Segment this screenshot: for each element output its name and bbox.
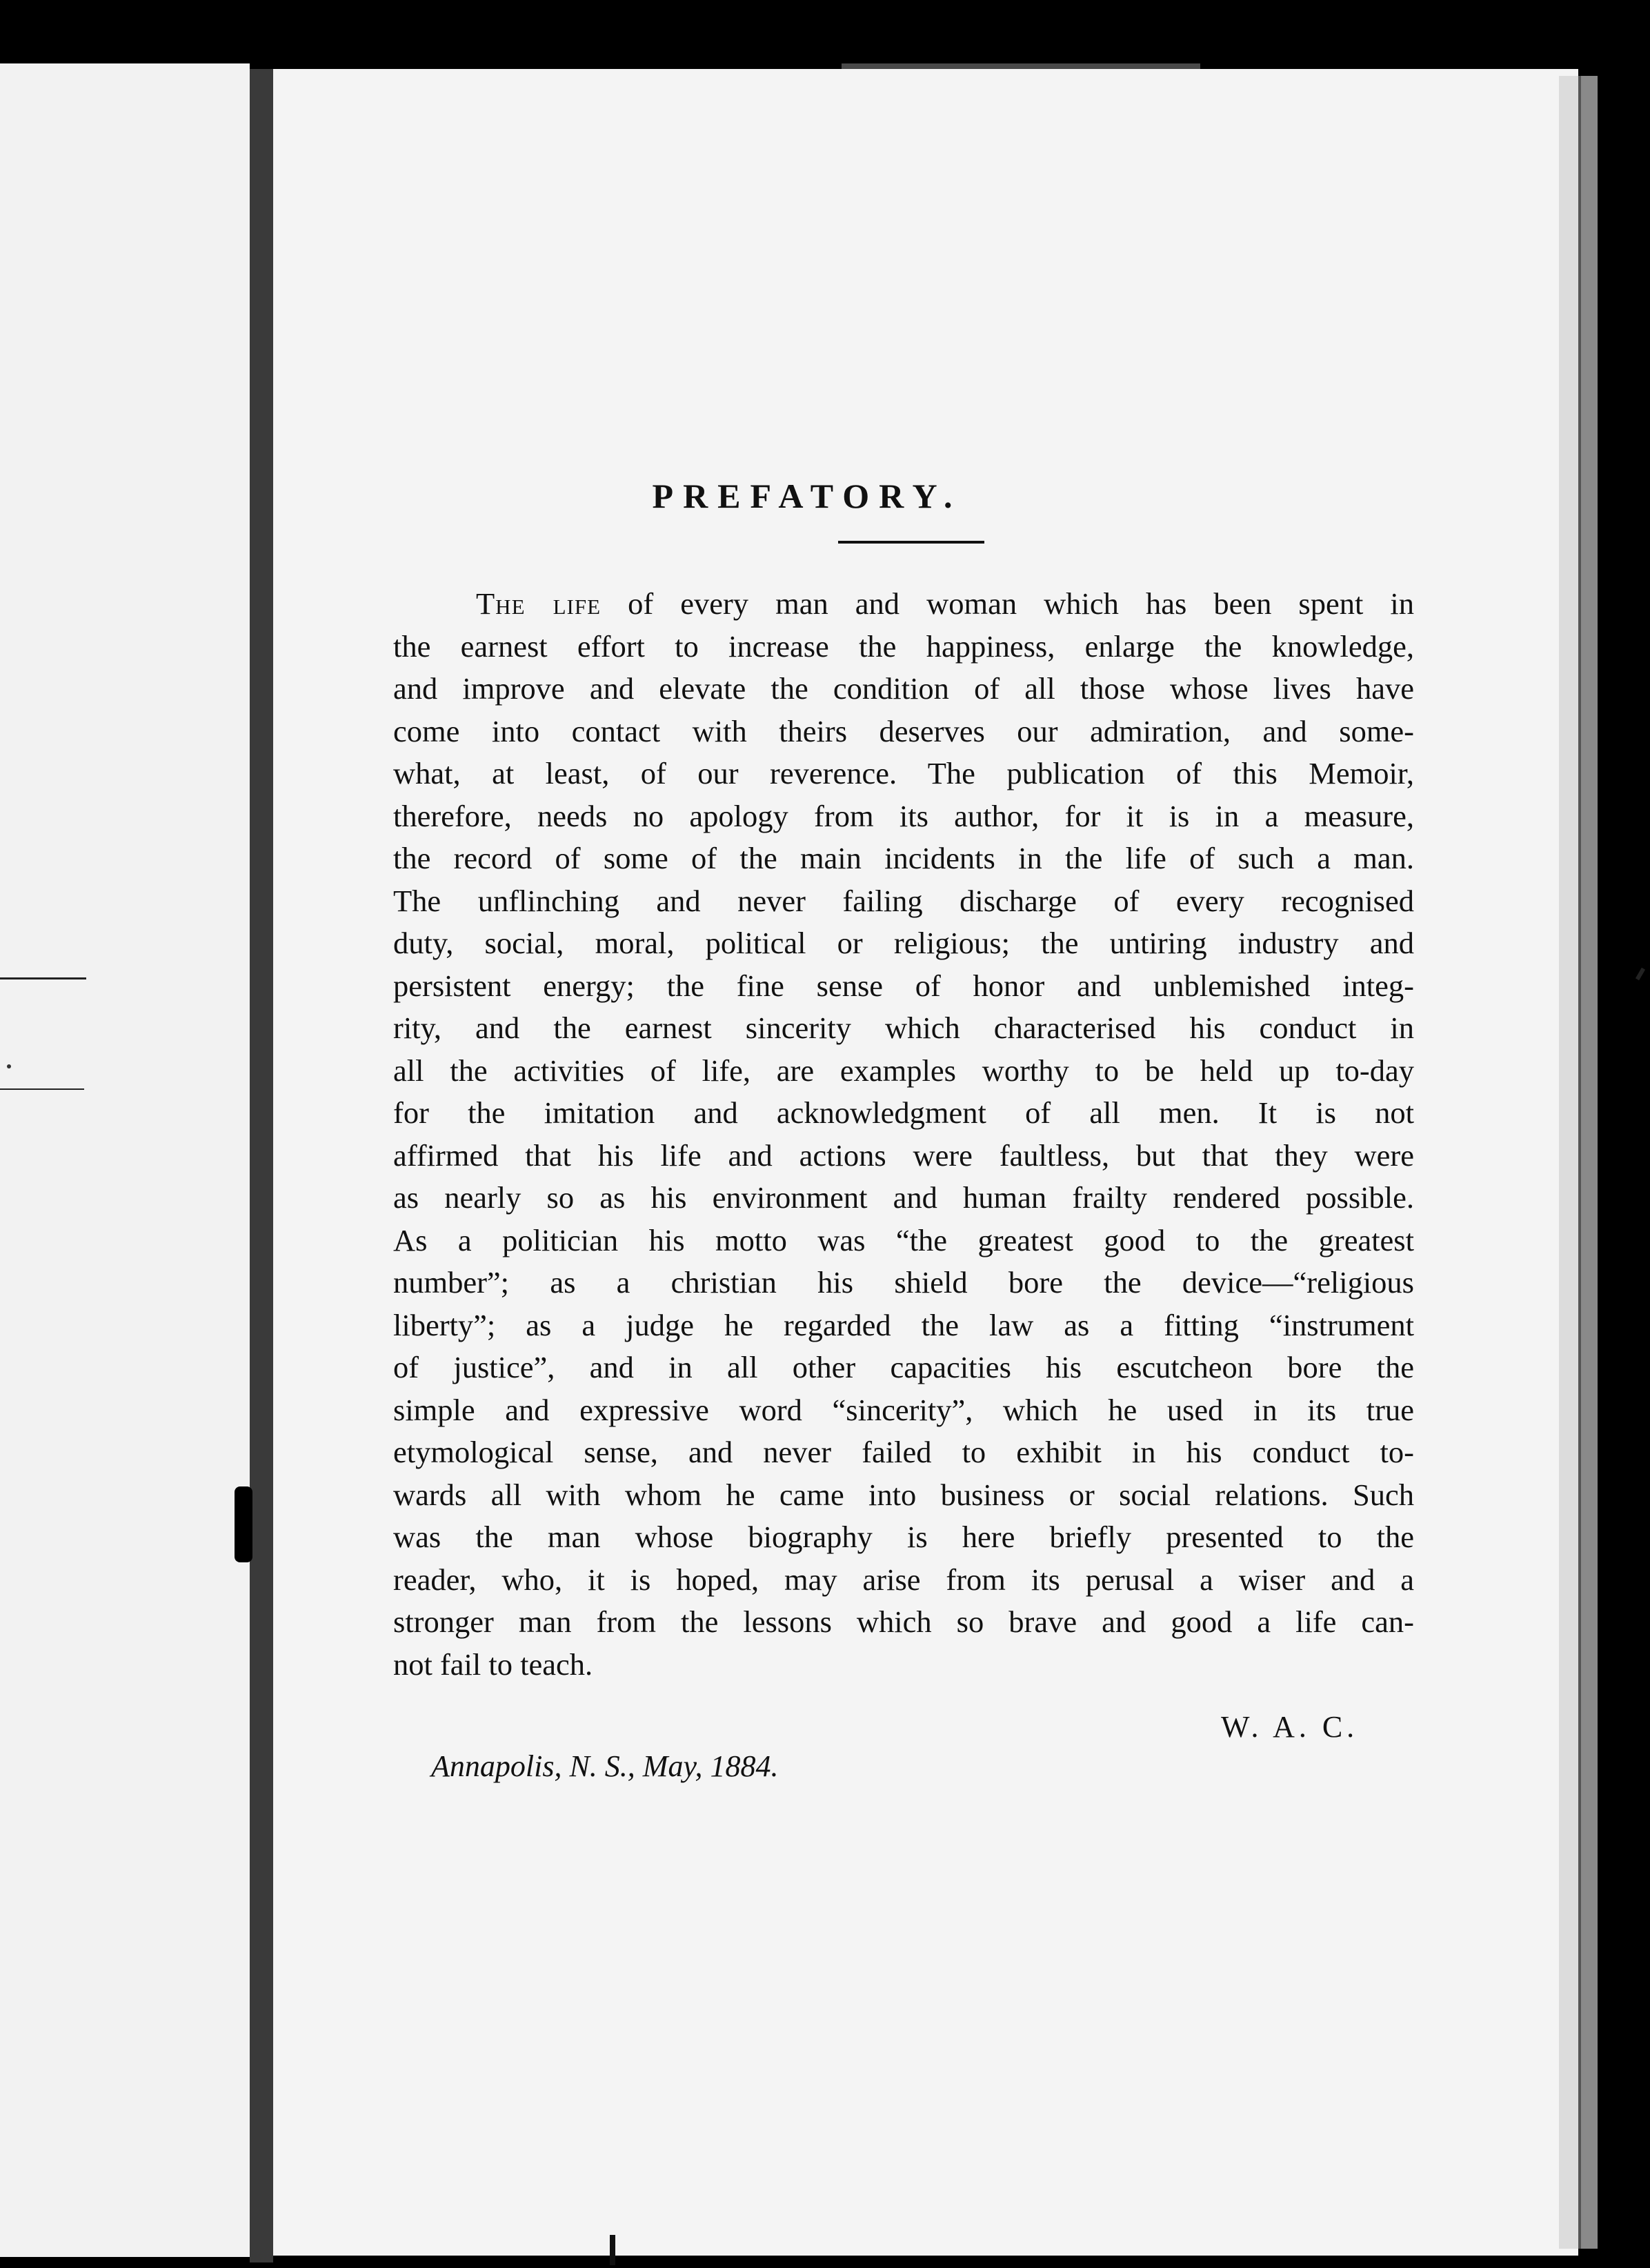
- page-edge: [1559, 76, 1578, 2249]
- page-speck: [1636, 968, 1645, 981]
- place-date-line: Annapolis, N. S., May, 1884.: [431, 1749, 779, 1783]
- page-heading: PREFATORY.: [652, 477, 962, 515]
- text-line: number”; as a christian his shield bore the device—“religious: [393, 1265, 1414, 1300]
- facing-page-mark: [7, 1064, 11, 1068]
- text-line: The unflinching and never failing discharge of every recognised: [393, 883, 1414, 918]
- text-line-content: of every man and woman which has been spent in: [628, 586, 1414, 621]
- lead-words: The life: [476, 586, 602, 621]
- text-line: simple and expressive word “sincerity”, which he used in its true: [393, 1392, 1414, 1427]
- page-edge-stack: [1578, 76, 1598, 2249]
- facing-page-rule: [0, 977, 86, 979]
- text-line: the earnest effort to increase the happiness, enlarge the knowledge,: [393, 628, 1414, 664]
- text-line: As a politician his motto was “the greatest good to the greatest: [393, 1222, 1414, 1257]
- facing-page-rule: [0, 1088, 84, 1090]
- text-line: was the man whose biography is here briefly presented to the: [393, 1520, 1414, 1554]
- facing-page: [0, 63, 250, 2257]
- text-line: rity, and the earnest sincerity which characterised his conduct in: [393, 1011, 1414, 1045]
- text-line: what, at least, of our reverence. The publication of this Memoir,: [393, 756, 1414, 790]
- text-line: therefore, needs no apology from its author, for it is in a measure,: [393, 798, 1414, 833]
- text-line: reader, who, it is hoped, may arise from its perusal a wiser and a: [393, 1562, 1414, 1597]
- text-line: stronger man from the lessons which so brave and good a life can-: [393, 1604, 1414, 1639]
- text-line: for the imitation and acknowledgment of all men. It is not: [393, 1095, 1414, 1130]
- text-line: as nearly so as his environment and human frailty rendered possible.: [393, 1180, 1414, 1215]
- text-line: of justice”, and in all other capacities his escutcheon bore the: [393, 1350, 1414, 1384]
- text-line: [393, 583, 1414, 626]
- book-gutter: [250, 69, 273, 2262]
- heading-rule: [838, 541, 984, 544]
- text-line: the record of some of the main incidents in the life of such a man.: [393, 841, 1414, 875]
- scan-artifact: [610, 2235, 615, 2265]
- author-initials: W. A. C.: [1221, 1710, 1359, 1744]
- text-line: all the activities of life, are examples worthy to be held up to-day: [393, 1053, 1414, 1088]
- text-line: persistent energy; the fine sense of honor and unblemished integ-: [393, 968, 1414, 1003]
- text-line: etymological sense, and never failed to exhibit in his conduct to-: [393, 1435, 1414, 1469]
- gutter-shadow: [235, 1486, 252, 1562]
- text-line: duty, social, moral, political or religious; the untiring industry and: [393, 926, 1414, 960]
- text-line: liberty”; as a judge he regarded the law as a fitting “instrument: [393, 1307, 1414, 1342]
- text-line: wards all with whom he came into business or social relations. Such: [393, 1477, 1414, 1512]
- preface-paragraph: [393, 583, 1414, 1686]
- text-line: affirmed that his life and actions were faultless, but that they were: [393, 1137, 1414, 1173]
- text-line: not fail to teach.: [393, 1647, 593, 1682]
- text-line: and improve and elevate the condition of all those whose lives have: [393, 671, 1414, 706]
- text-line: come into contact with theirs deserves our admiration, and some-: [393, 713, 1414, 748]
